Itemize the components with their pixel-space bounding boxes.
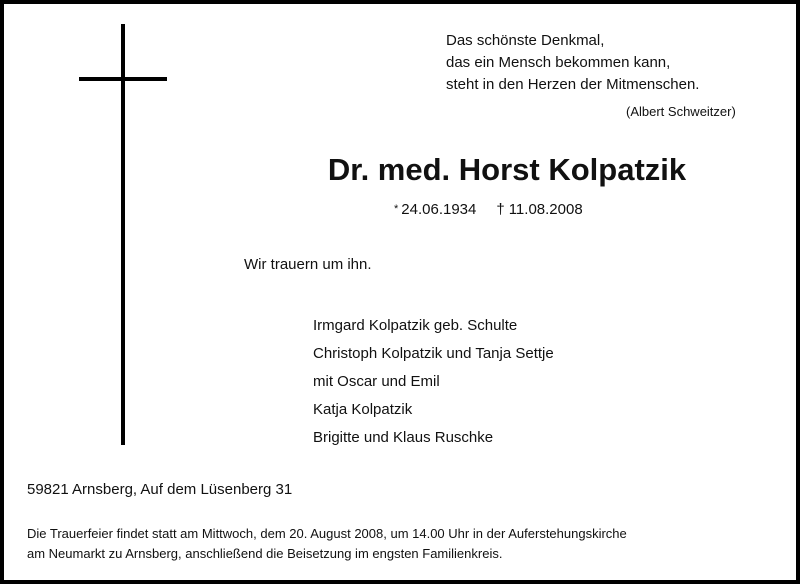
family-member: Brigitte und Klaus Ruschke [313,429,494,446]
address: 59821 Arnsberg, Auf dem Lüsenberg 31 [27,481,293,498]
birth-star-icon: * [394,203,399,215]
cross-vertical-bar [121,24,125,445]
birth-date: 24.06.1934 [401,201,477,218]
life-dates [394,201,583,218]
notice-line: Die Trauerfeier findet statt am Mittwoch, dem 20. August 2008, um 14.00 Uhr in der Auferstehungskirche [27,526,627,541]
family-member: Irmgard Kolpatzik geb. Schulte [313,317,518,334]
quote [446,30,699,96]
quote-line: das ein Mensch bekommen kann, [446,54,671,71]
family-member: Katja Kolpatzik [313,401,413,418]
death-dagger-icon: † [496,201,505,218]
family-member: mit Oscar und Emil [313,373,440,390]
notice-line: am Neumarkt zu Arnsberg, anschließend die Beisetzung im engsten Familienkreis. [27,546,503,561]
quote-line: Das schönste Denkmal, [446,32,605,49]
family-list [313,312,554,452]
deceased-name: Dr. med. Horst Kolpatzik [327,152,687,187]
mourning-text: Wir trauern um ihn. [244,256,372,273]
death-date: 11.08.2008 [508,201,583,218]
family-member: Christoph Kolpatzik und Tanja Settje [313,345,554,362]
funeral-notice [27,524,627,564]
quote-line: steht in den Herzen der Mitmenschen. [446,76,700,93]
quote-author: (Albert Schweitzer) [626,104,736,119]
cross-horizontal-bar [79,77,167,81]
